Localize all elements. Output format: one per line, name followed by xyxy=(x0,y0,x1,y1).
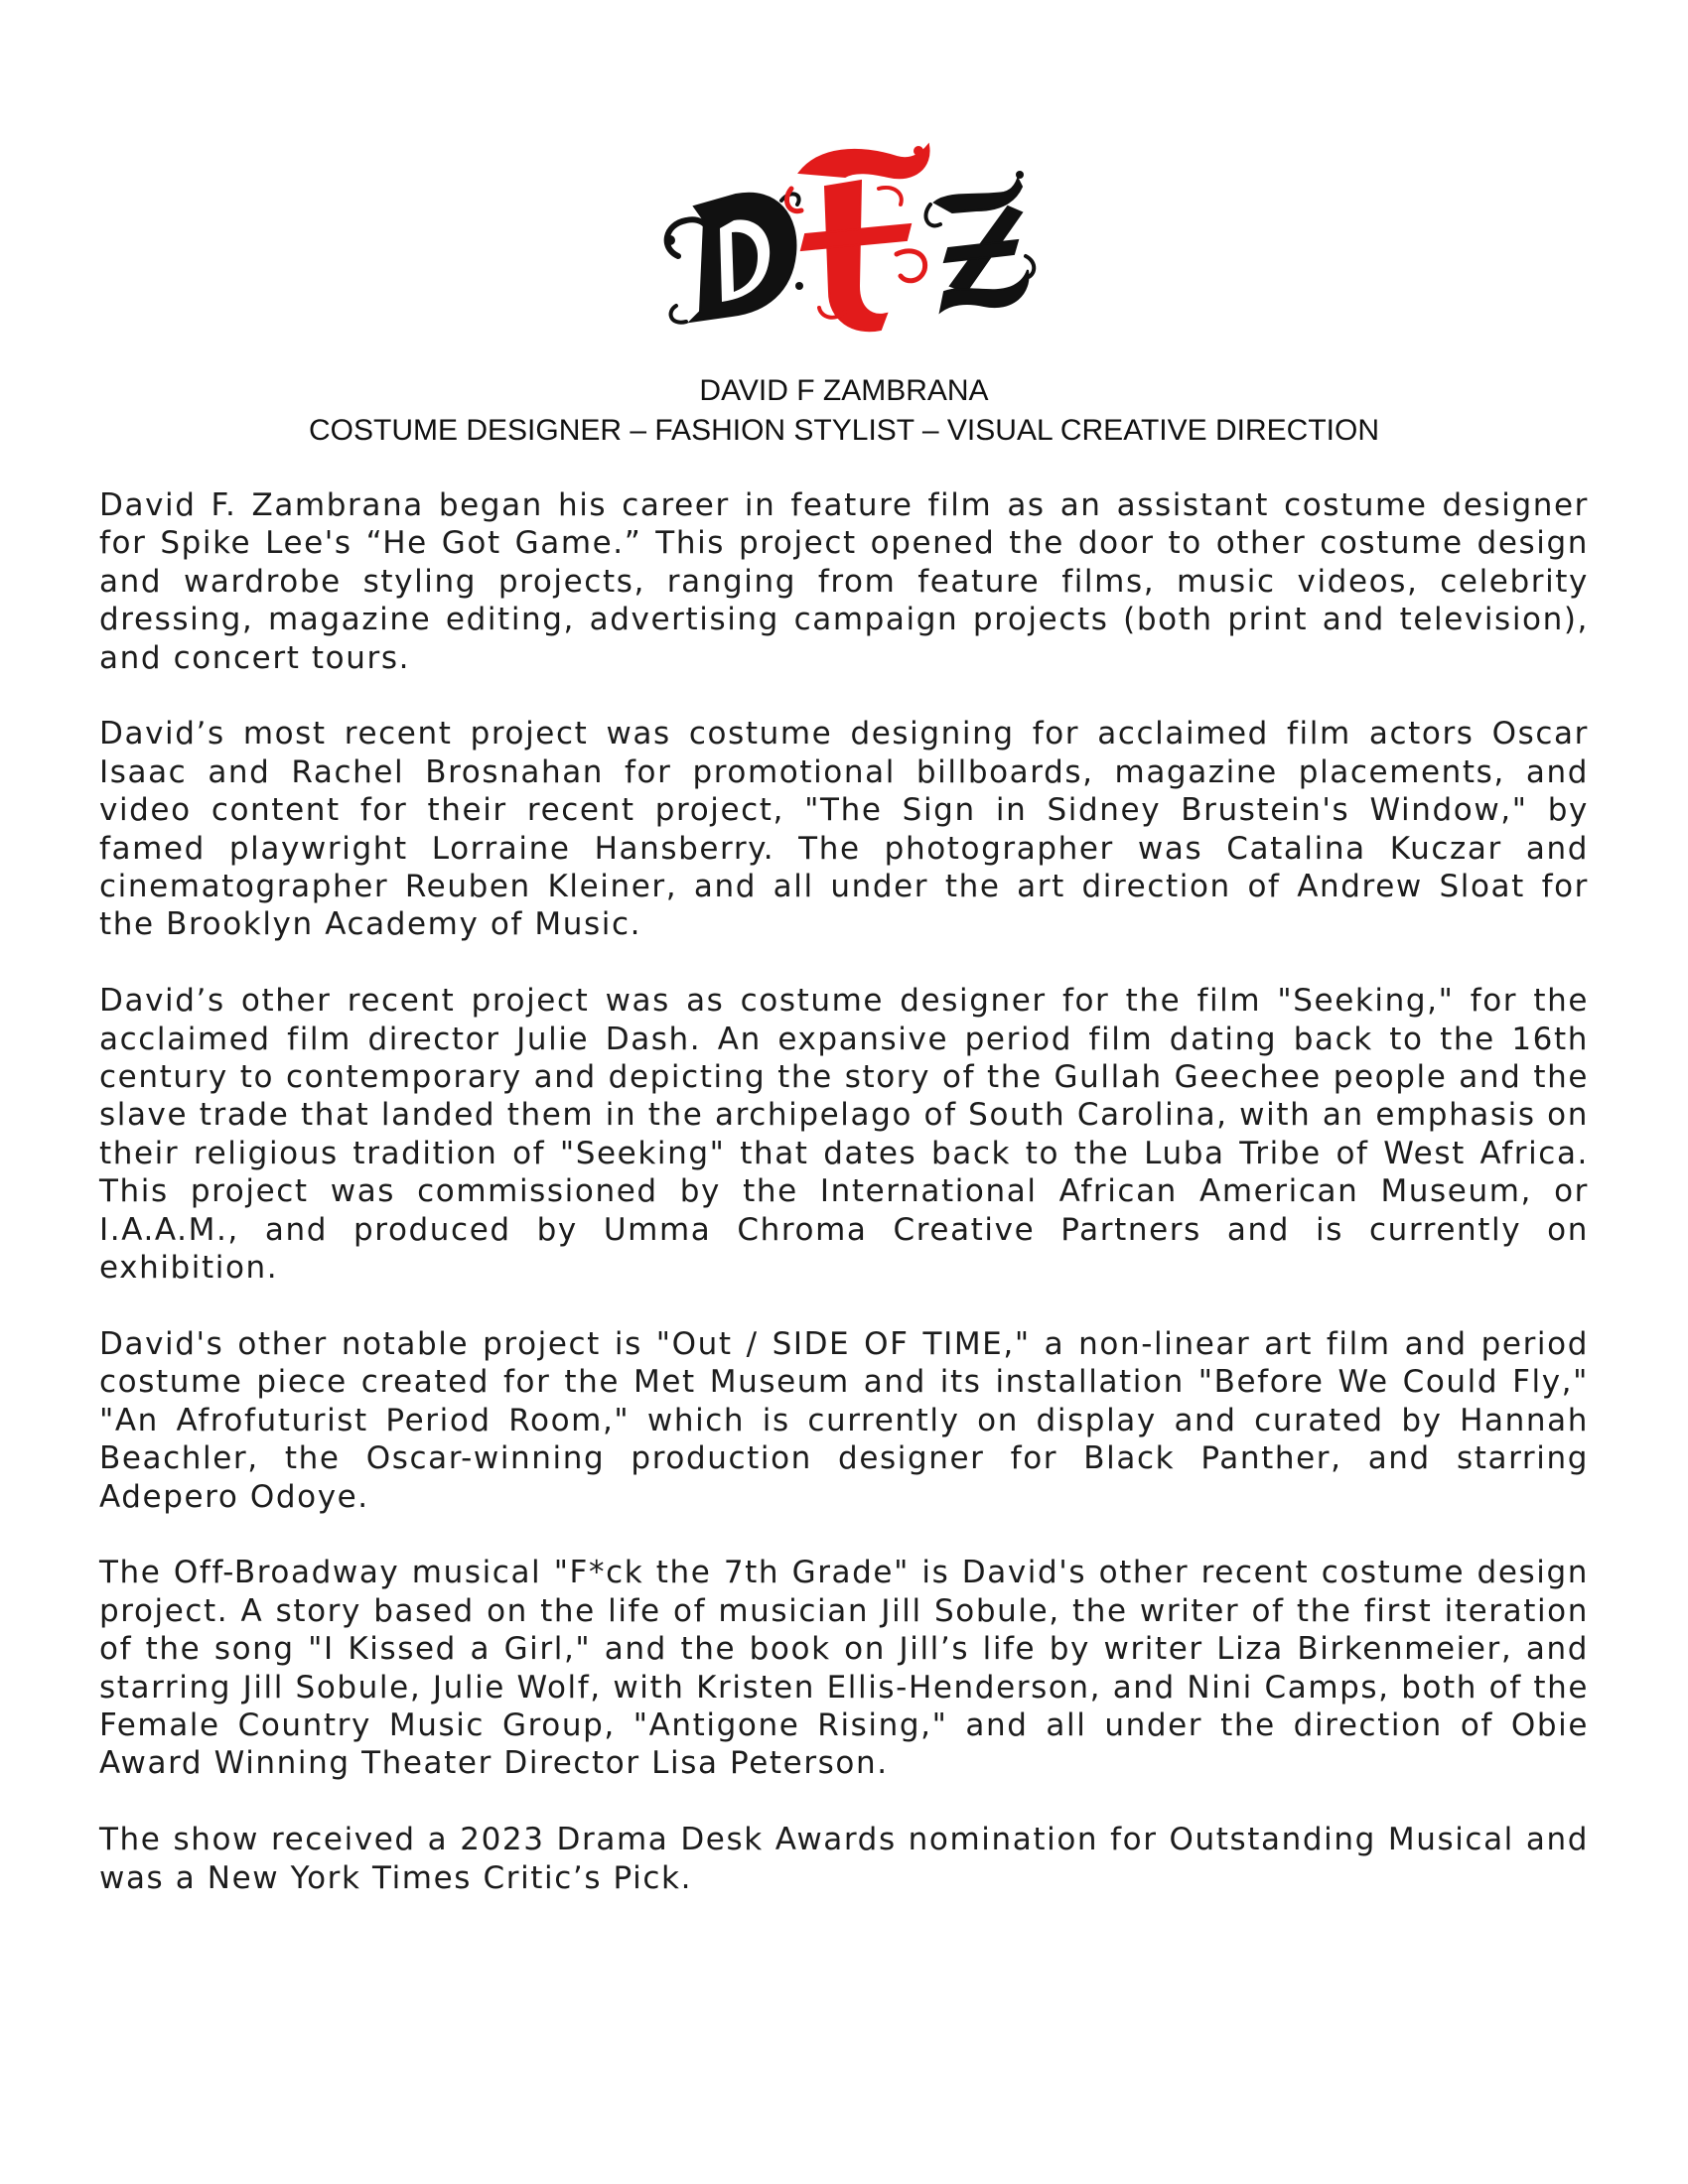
dfz-logo-graphic xyxy=(650,137,1038,336)
designer-name: DAVID F ZAMBRANA xyxy=(699,374,989,407)
logo-letter-d xyxy=(665,194,803,323)
biography xyxy=(99,486,1589,1935)
logo-letter-z xyxy=(925,171,1034,312)
logo-letter-f xyxy=(786,145,928,331)
bio-paragraph: The Off-Broadway musical "F*ck the 7th Grade" is David's other recent costume design project. A story based on the life of musician Jill Sobule, the writer of the first iteration of the song "I Kissed a Girl," and the book on Jill’s life by writer Liza Birkenmeier, and starring Jill Sobule, Julie Wolf, with Kristen Ellis-Henderson, and Nini Camps, both of the Female Country Music Group, "Antigone Rising," and all under the direction of Obie Award Winning Theater Director Lisa Peterson. xyxy=(99,1555,1589,1782)
bio-paragraph: The show received a 2023 Drama Desk Awards nomination for Outstanding Musical and was a New York Times Critic’s Pick. xyxy=(99,1822,1589,1896)
dfz-monogram-logo xyxy=(650,137,1038,336)
designer-roles: COSTUME DESIGNER – FASHION STYLIST – VISUAL CREATIVE DIRECTION xyxy=(309,414,1379,447)
bio-paragraph: David's other notable project is "Out / SIDE OF TIME," a non-linear art film and period costume piece created for the Met Museum and its installation "Before We Could Fly," "An Afrofuturist Period Room," which is currently on display and curated by Hannah Beachler, the Oscar-winning production designer for Black Panther, and starring Adepero Odoye. xyxy=(99,1325,1589,1515)
bio-paragraph: David’s other recent project was as costume designer for the film "Seeking," for the acclaimed film director Julie Dash. An expansive period film dating back to the 16th century to contemporary and depicting the story of the Gullah Geechee people and the slave trade that landed them in the archipelago of South Carolina, with an emphasis on their religious tradition of "Seeking" that dates back to the Luba Tribe of West Africa. This project was commissioned by the International African American Museum, or I.A.A.M., and produced by Umma Chroma Creative Partners and is currently on exhibition. xyxy=(99,983,1589,1287)
bio-paragraph: David’s most recent project was costume designing for acclaimed film actors Oscar Isaac and Rachel Brosnahan for promotional billboards, magazine placements, and video content for their recent project, "The Sign in Sidney Brustein's Window," by famed playwright Lorraine Hansberry. The photographer was Catalina Kuczar and cinematographer Reuben Kleiner, and all under the art direction of Andrew Sloat for the Brooklyn Academy of Music. xyxy=(99,716,1589,943)
bio-paragraph: David F. Zambrana began his career in feature film as an assistant costume designer for Spike Lee's “He Got Game.” This project opened the door to other costume design and wardrobe styling projects, ranging from feature films, music videos, celebrity dressing, magazine editing, advertising campaign projects (both print and television), and concert tours. xyxy=(99,487,1589,676)
